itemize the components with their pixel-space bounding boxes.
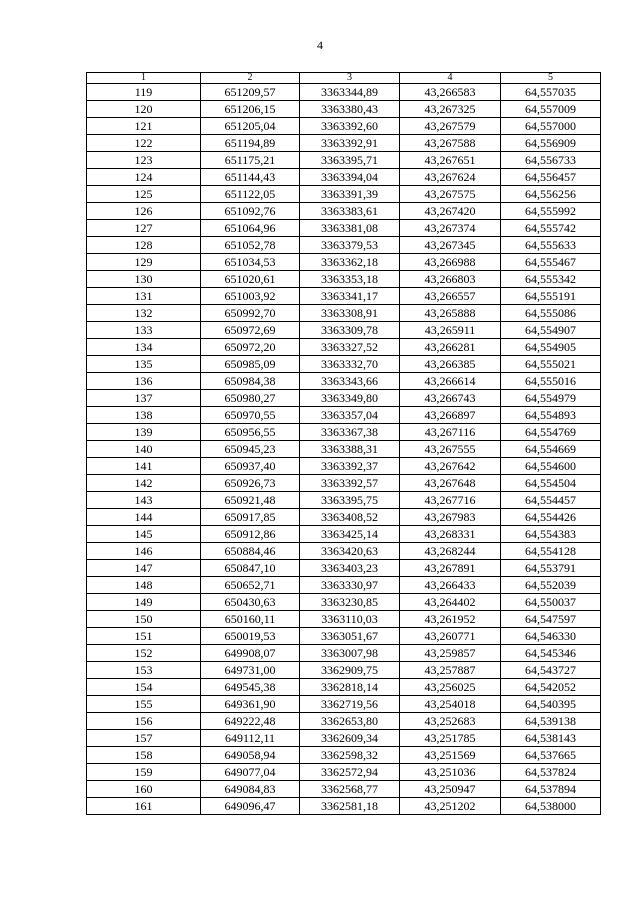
- table-cell: 131: [87, 288, 201, 305]
- table-row: [87, 560, 601, 577]
- table-cell: 136: [87, 373, 201, 390]
- table-row: [87, 186, 601, 203]
- table-row: [87, 203, 601, 220]
- table-cell: 43,267588: [400, 135, 501, 152]
- table-cell: 64,555992: [501, 203, 601, 220]
- table-cell: 649077,04: [201, 764, 300, 781]
- table-cell: 649058,94: [201, 747, 300, 764]
- table-cell: 43,251202: [400, 798, 501, 815]
- table-cell: 141: [87, 458, 201, 475]
- page-number: 4: [317, 38, 323, 52]
- table-row: [87, 662, 601, 679]
- table-cell: 160: [87, 781, 201, 798]
- table-cell: 650160,11: [201, 611, 300, 628]
- table-cell: 3363309,78: [300, 322, 400, 339]
- table-cell: 64,554979: [501, 390, 601, 407]
- table-cell: 650985,09: [201, 356, 300, 373]
- column-header-5: 5: [501, 73, 601, 84]
- table-cell: 64,537824: [501, 764, 601, 781]
- table-row: [87, 492, 601, 509]
- table-cell: 650912,86: [201, 526, 300, 543]
- table-cell: 161: [87, 798, 201, 815]
- table-cell: 122: [87, 135, 201, 152]
- table-cell: 3363395,75: [300, 492, 400, 509]
- table-cell: 651034,53: [201, 254, 300, 271]
- table-cell: 3363395,71: [300, 152, 400, 169]
- table-cell: 64,554769: [501, 424, 601, 441]
- table-row: [87, 441, 601, 458]
- table-cell: 43,266988: [400, 254, 501, 271]
- table-cell: 43,251036: [400, 764, 501, 781]
- table-cell: 129: [87, 254, 201, 271]
- table-cell: 3363327,52: [300, 339, 400, 356]
- table-cell: 139: [87, 424, 201, 441]
- table-cell: 3363308,91: [300, 305, 400, 322]
- table-cell: 649084,83: [201, 781, 300, 798]
- table-cell: 64,555342: [501, 271, 601, 288]
- table-cell: 158: [87, 747, 201, 764]
- table-cell: 649222,48: [201, 713, 300, 730]
- table-cell: 650430,63: [201, 594, 300, 611]
- table-cell: 650847,10: [201, 560, 300, 577]
- table-cell: 154: [87, 679, 201, 696]
- table-cell: 43,265888: [400, 305, 501, 322]
- table-cell: 650921,48: [201, 492, 300, 509]
- table-cell: 43,267345: [400, 237, 501, 254]
- table-cell: 126: [87, 203, 201, 220]
- table-row: [87, 135, 601, 152]
- table-cell: 64,542052: [501, 679, 601, 696]
- table-row: [87, 152, 601, 169]
- table-cell: 3363394,04: [300, 169, 400, 186]
- table-cell: 155: [87, 696, 201, 713]
- table-cell: 649731,00: [201, 662, 300, 679]
- table-cell: 649112,11: [201, 730, 300, 747]
- column-header-2: 2: [201, 73, 300, 84]
- table-cell: 144: [87, 509, 201, 526]
- table-cell: 43,267891: [400, 560, 501, 577]
- table-cell: 43,265911: [400, 322, 501, 339]
- table-cell: 3362719,56: [300, 696, 400, 713]
- table-row: [87, 509, 601, 526]
- table-cell: 64,556457: [501, 169, 601, 186]
- table-cell: 64,554893: [501, 407, 601, 424]
- table-cell: 121: [87, 118, 201, 135]
- table-cell: 64,546330: [501, 628, 601, 645]
- table-cell: 64,555633: [501, 237, 601, 254]
- table-cell: 650652,71: [201, 577, 300, 594]
- table-cell: 3363383,61: [300, 203, 400, 220]
- table-cell: 132: [87, 305, 201, 322]
- table-cell: 43,260771: [400, 628, 501, 645]
- table-cell: 43,266803: [400, 271, 501, 288]
- table-row: [87, 543, 601, 560]
- table-cell: 64,537665: [501, 747, 601, 764]
- table-cell: 651175,21: [201, 152, 300, 169]
- table-cell: 64,555086: [501, 305, 601, 322]
- table-cell: 3362581,18: [300, 798, 400, 815]
- column-header-1: 1: [87, 73, 201, 84]
- table-cell: 3363381,08: [300, 220, 400, 237]
- table-cell: 64,555742: [501, 220, 601, 237]
- table-cell: 64,557009: [501, 101, 601, 118]
- table-cell: 125: [87, 186, 201, 203]
- table-cell: 64,554907: [501, 322, 601, 339]
- table-cell: 64,539138: [501, 713, 601, 730]
- table-cell: 3363341,17: [300, 288, 400, 305]
- table-cell: 3363357,04: [300, 407, 400, 424]
- table-cell: 119: [87, 84, 201, 101]
- table-row: [87, 764, 601, 781]
- table-cell: 64,556909: [501, 135, 601, 152]
- table-cell: 159: [87, 764, 201, 781]
- table-cell: 135: [87, 356, 201, 373]
- table-row: [87, 798, 601, 815]
- table-row: [87, 118, 601, 135]
- table-cell: 43,266743: [400, 390, 501, 407]
- table-cell: 146: [87, 543, 201, 560]
- table-row: [87, 237, 601, 254]
- table-cell: 3363403,23: [300, 560, 400, 577]
- table-row: [87, 407, 601, 424]
- table-cell: 151: [87, 628, 201, 645]
- table-cell: 3363332,70: [300, 356, 400, 373]
- table-cell: 650917,85: [201, 509, 300, 526]
- table-cell: 43,267575: [400, 186, 501, 203]
- table-cell: 133: [87, 322, 201, 339]
- table-cell: 43,266433: [400, 577, 501, 594]
- table-row: [87, 305, 601, 322]
- table-cell: 64,545346: [501, 645, 601, 662]
- table-cell: 3363330,97: [300, 577, 400, 594]
- table-cell: 651206,15: [201, 101, 300, 118]
- column-header-3: 3: [300, 73, 400, 84]
- table-cell: 43,267648: [400, 475, 501, 492]
- table-cell: 3363392,57: [300, 475, 400, 492]
- table-cell: 64,554383: [501, 526, 601, 543]
- table-body: [87, 84, 601, 815]
- table-row: [87, 458, 601, 475]
- table-row: [87, 594, 601, 611]
- table-cell: 43,266557: [400, 288, 501, 305]
- table-row: [87, 713, 601, 730]
- table-cell: 64,543727: [501, 662, 601, 679]
- table-cell: 650972,20: [201, 339, 300, 356]
- table-cell: 43,251569: [400, 747, 501, 764]
- table-cell: 64,540395: [501, 696, 601, 713]
- table-cell: 43,251785: [400, 730, 501, 747]
- table-cell: 43,267716: [400, 492, 501, 509]
- table-row: [87, 645, 601, 662]
- table-cell: 649096,47: [201, 798, 300, 815]
- table-cell: 3363367,38: [300, 424, 400, 441]
- table-cell: 3362909,75: [300, 662, 400, 679]
- table-row: [87, 475, 601, 492]
- table-cell: 43,266897: [400, 407, 501, 424]
- table-cell: 148: [87, 577, 201, 594]
- table-cell: 43,268244: [400, 543, 501, 560]
- table-cell: 650884,46: [201, 543, 300, 560]
- table-cell: 64,554128: [501, 543, 601, 560]
- table-cell: 43,256025: [400, 679, 501, 696]
- table-cell: 650972,69: [201, 322, 300, 339]
- table-cell: 43,266385: [400, 356, 501, 373]
- table-cell: 142: [87, 475, 201, 492]
- table-row: [87, 254, 601, 271]
- table-cell: 43,267116: [400, 424, 501, 441]
- table-cell: 3362598,32: [300, 747, 400, 764]
- table-cell: 43,254018: [400, 696, 501, 713]
- table-cell: 153: [87, 662, 201, 679]
- table-cell: 3363392,60: [300, 118, 400, 135]
- table-cell: 3362572,94: [300, 764, 400, 781]
- table-row: [87, 747, 601, 764]
- table-row: [87, 628, 601, 645]
- table-cell: 64,554600: [501, 458, 601, 475]
- table-cell: 650984,38: [201, 373, 300, 390]
- table-cell: 43,257887: [400, 662, 501, 679]
- table-cell: 43,266281: [400, 339, 501, 356]
- table-cell: 650945,23: [201, 441, 300, 458]
- table-row: [87, 220, 601, 237]
- table-cell: 43,267651: [400, 152, 501, 169]
- table-cell: 64,547597: [501, 611, 601, 628]
- table-cell: 43,267624: [400, 169, 501, 186]
- table-cell: 149: [87, 594, 201, 611]
- table-cell: 43,268331: [400, 526, 501, 543]
- table-cell: 651064,96: [201, 220, 300, 237]
- table-cell: 651144,43: [201, 169, 300, 186]
- table-cell: 651205,04: [201, 118, 300, 135]
- table-cell: 650970,55: [201, 407, 300, 424]
- table-row: [87, 373, 601, 390]
- table-cell: 64,555016: [501, 373, 601, 390]
- table-cell: 3363392,37: [300, 458, 400, 475]
- table-cell: 64,554905: [501, 339, 601, 356]
- table-cell: 651003,92: [201, 288, 300, 305]
- table-row: [87, 271, 601, 288]
- table-cell: 3362568,77: [300, 781, 400, 798]
- table-cell: 649361,90: [201, 696, 300, 713]
- table-cell: 152: [87, 645, 201, 662]
- table-cell: 650956,55: [201, 424, 300, 441]
- table-cell: 3363051,67: [300, 628, 400, 645]
- table-row: [87, 339, 601, 356]
- table-cell: 43,266614: [400, 373, 501, 390]
- table-cell: 64,555021: [501, 356, 601, 373]
- table-cell: 143: [87, 492, 201, 509]
- table-row: [87, 288, 601, 305]
- table-cell: 3362818,14: [300, 679, 400, 696]
- table-cell: 64,557000: [501, 118, 601, 135]
- table-cell: 3363230,85: [300, 594, 400, 611]
- table-cell: 3363349,80: [300, 390, 400, 407]
- table-row: [87, 526, 601, 543]
- table-row: [87, 577, 601, 594]
- table-cell: 43,261952: [400, 611, 501, 628]
- table-cell: 651122,05: [201, 186, 300, 203]
- table-row: [87, 84, 601, 101]
- table-cell: 3363388,31: [300, 441, 400, 458]
- table-cell: 134: [87, 339, 201, 356]
- table-cell: 651092,76: [201, 203, 300, 220]
- table-cell: 3363344,89: [300, 84, 400, 101]
- table-cell: 3362653,80: [300, 713, 400, 730]
- table-cell: 64,554426: [501, 509, 601, 526]
- table-cell: 138: [87, 407, 201, 424]
- table-cell: 3363392,91: [300, 135, 400, 152]
- table-cell: 3363362,18: [300, 254, 400, 271]
- table-cell: 3363110,03: [300, 611, 400, 628]
- table-row: [87, 730, 601, 747]
- table-cell: 145: [87, 526, 201, 543]
- table-cell: 43,266583: [400, 84, 501, 101]
- table-cell: 3363420,63: [300, 543, 400, 560]
- table-row: [87, 356, 601, 373]
- table-row: [87, 322, 601, 339]
- table-cell: 3363343,66: [300, 373, 400, 390]
- table-cell: 650992,70: [201, 305, 300, 322]
- table-cell: 64,554669: [501, 441, 601, 458]
- table-cell: 140: [87, 441, 201, 458]
- table-row: [87, 101, 601, 118]
- table-cell: 130: [87, 271, 201, 288]
- table-cell: 124: [87, 169, 201, 186]
- table-cell: 64,555191: [501, 288, 601, 305]
- table-cell: 650937,40: [201, 458, 300, 475]
- table-cell: 147: [87, 560, 201, 577]
- table-cell: 120: [87, 101, 201, 118]
- table-cell: 64,557035: [501, 84, 601, 101]
- table-cell: 3363408,52: [300, 509, 400, 526]
- coordinates-table: [86, 72, 601, 815]
- table-cell: 43,267374: [400, 220, 501, 237]
- table-cell: 3363391,39: [300, 186, 400, 203]
- table-cell: 3363379,53: [300, 237, 400, 254]
- table-cell: 650980,27: [201, 390, 300, 407]
- table-row: [87, 696, 601, 713]
- table-cell: 127: [87, 220, 201, 237]
- table-cell: 150: [87, 611, 201, 628]
- table-cell: 649545,38: [201, 679, 300, 696]
- table-cell: 64,554457: [501, 492, 601, 509]
- table-row: [87, 169, 601, 186]
- table-cell: 137: [87, 390, 201, 407]
- table-cell: 43,267642: [400, 458, 501, 475]
- table-cell: 3363425,14: [300, 526, 400, 543]
- table-header-row: [87, 73, 601, 84]
- table-row: [87, 424, 601, 441]
- table-cell: 651020,61: [201, 271, 300, 288]
- table-row: [87, 390, 601, 407]
- table-cell: 43,267555: [400, 441, 501, 458]
- table-row: [87, 679, 601, 696]
- table-cell: 43,252683: [400, 713, 501, 730]
- table-cell: 157: [87, 730, 201, 747]
- table-cell: 64,538143: [501, 730, 601, 747]
- table-cell: 43,267983: [400, 509, 501, 526]
- table-cell: 650926,73: [201, 475, 300, 492]
- table-cell: 64,553791: [501, 560, 601, 577]
- table-cell: 64,537894: [501, 781, 601, 798]
- column-header-4: 4: [400, 73, 501, 84]
- table-cell: 128: [87, 237, 201, 254]
- table-cell: 64,552039: [501, 577, 601, 594]
- table-cell: 64,555467: [501, 254, 601, 271]
- table-cell: 651194,89: [201, 135, 300, 152]
- table-cell: 43,264402: [400, 594, 501, 611]
- table-cell: 651052,78: [201, 237, 300, 254]
- table-cell: 651209,57: [201, 84, 300, 101]
- table-row: [87, 611, 601, 628]
- table-cell: 3363380,43: [300, 101, 400, 118]
- table-cell: 650019,53: [201, 628, 300, 645]
- table-cell: 3363007,98: [300, 645, 400, 662]
- table-cell: 64,538000: [501, 798, 601, 815]
- table-cell: 3362609,34: [300, 730, 400, 747]
- table-cell: 43,267420: [400, 203, 501, 220]
- table-cell: 43,267579: [400, 118, 501, 135]
- table-cell: 43,259857: [400, 645, 501, 662]
- table-cell: 156: [87, 713, 201, 730]
- table-cell: 64,556256: [501, 186, 601, 203]
- table-cell: 3363353,18: [300, 271, 400, 288]
- table-cell: 123: [87, 152, 201, 169]
- table-row: [87, 781, 601, 798]
- table-cell: 43,267325: [400, 101, 501, 118]
- table-cell: 43,250947: [400, 781, 501, 798]
- table-cell: 649908,07: [201, 645, 300, 662]
- table-cell: 64,550037: [501, 594, 601, 611]
- table-cell: 64,554504: [501, 475, 601, 492]
- table-cell: 64,556733: [501, 152, 601, 169]
